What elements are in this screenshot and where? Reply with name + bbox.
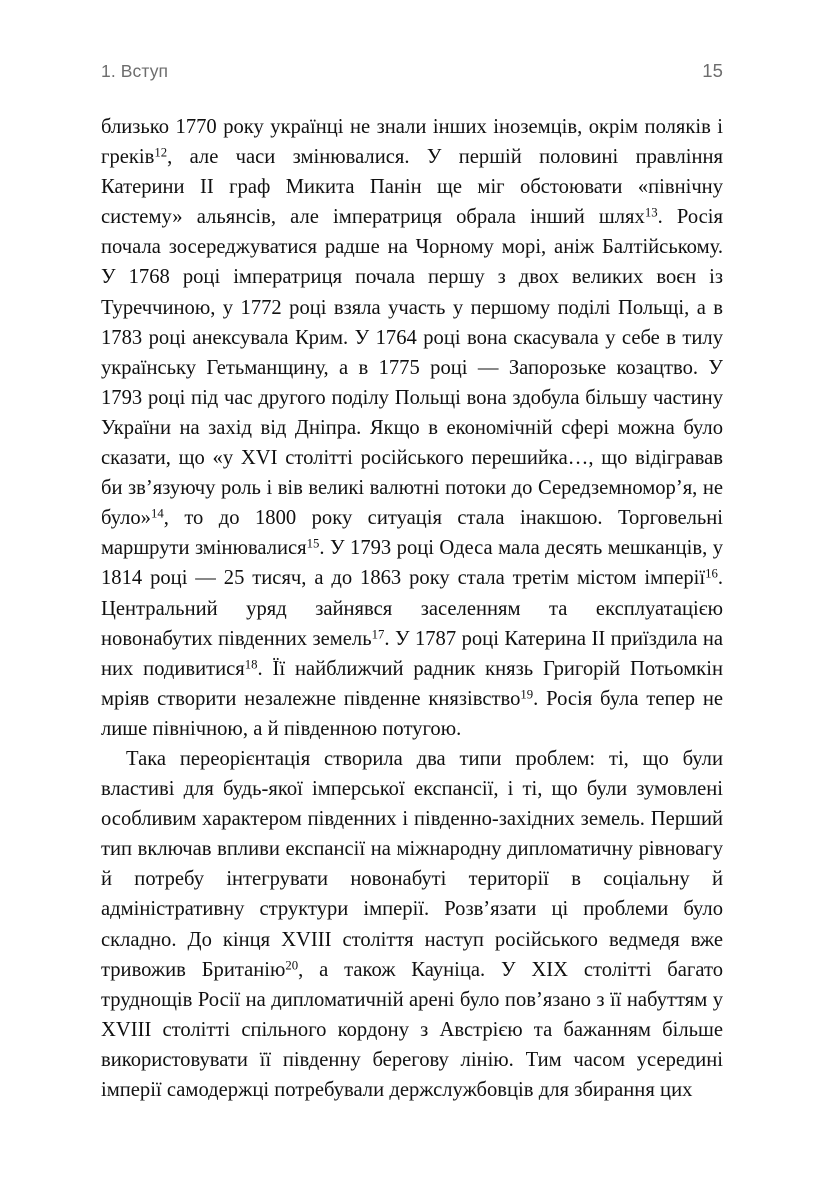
footnote-marker-13[interactable]: 13 [644, 205, 658, 220]
paragraph-reorientation: Така переорієнтація створила два типи проблем: ті, що були властиві для будь-якої імперської експансії, і ті, що були зумовлені особливим характером південних і південно-західних земель. Перший тип включав впливи експансії на міжнародну дипломатичну рівновагу й потребу інтегрувати новонабуті території в соціальну й адміністративну структури імперії. Розв’язати ці проблеми було складно. До кінця XVIII століття наступ російського ведмедя вже тривожив Британію$^{20}$, а також Кауніца. У XIX столітті багато труднощів Росії на дипломатичній арені було пов’язано з її набуттям у XVIII столітті спільного кордону з Австрією та бажанням більше використовувати її південну берегову лінію. Тим часом усередині імперії самодержці потребували держслужбовців для збирання цих [101, 747, 723, 1101]
footnote-marker-12[interactable]: 12 [154, 145, 168, 160]
footnote-marker-16[interactable]: 16 [705, 566, 718, 581]
running-header-chapter-title: 1. Вступ [101, 61, 169, 81]
footnote-marker-18[interactable]: 18 [244, 657, 258, 672]
page-number: 15 [702, 60, 723, 81]
footnote-marker-15[interactable]: 15 [306, 536, 320, 551]
footnote-marker-14[interactable]: 14 [150, 506, 164, 521]
footnote-marker-17[interactable]: 17 [371, 626, 385, 641]
footnote-marker-19[interactable]: 19 [520, 687, 534, 702]
paragraph-continued: близько 1770 року українці не знали інших іноземців, окрім поляків і греків$^{12}$, але часи змінювалися. У першій половині правління Катерини II граф Микита Панін ще міг обстоювати «північну систему» альянсів, але імператриця обрала інший шлях$^{13}$. Росія почала зосереджуватися радше на Чорному морі, аніж Балтійському. У 1768 році імператриця почала першу з двох великих воєн із Туреччиною, у 1772 році взяла участь у першому поділі Польщі, а в 1783 році анексувала Крим. У 1764 році вона скасувала у себе в тилу українську Гетьманщину, а в 1775 році — Запорозьке козацтво. У 1793 році під час другого поділу Польщі вона здобула більшу частину України на захід від Дніпра. Якщо в економічній сфері можна було сказати, що «у XVI столітті російського перешийка…, що відігравав би зв’язуючу роль і вів великі валютні потоки до Середземномор’я, не було»$^{14}$, то до 1800 року ситуація стала інакшою. Торговельні маршрути змінювалися$^{15}$. У 1793 році Одеса мала десять мешканців, у 1814 році — 25 тисяч, а до 1863 року стала третім містом імперії$^{16}$. Центральний уряд зайнявся заселенням та експлуатацією новонабутих південних земель$^{17}$. У 1787 році Катерина II приїздила на них подивитися$^{18}$. Її найближчий радник князь Григорій Потьомкін мріяв створити незалежне південне князівство$^{19}$. Росія була тепер не лише північною, а й південною потугою. [101, 116, 724, 740]
footnote-marker-20[interactable]: 20 [285, 957, 299, 972]
running-header [101, 58, 723, 84]
body-text-block [101, 112, 723, 1105]
